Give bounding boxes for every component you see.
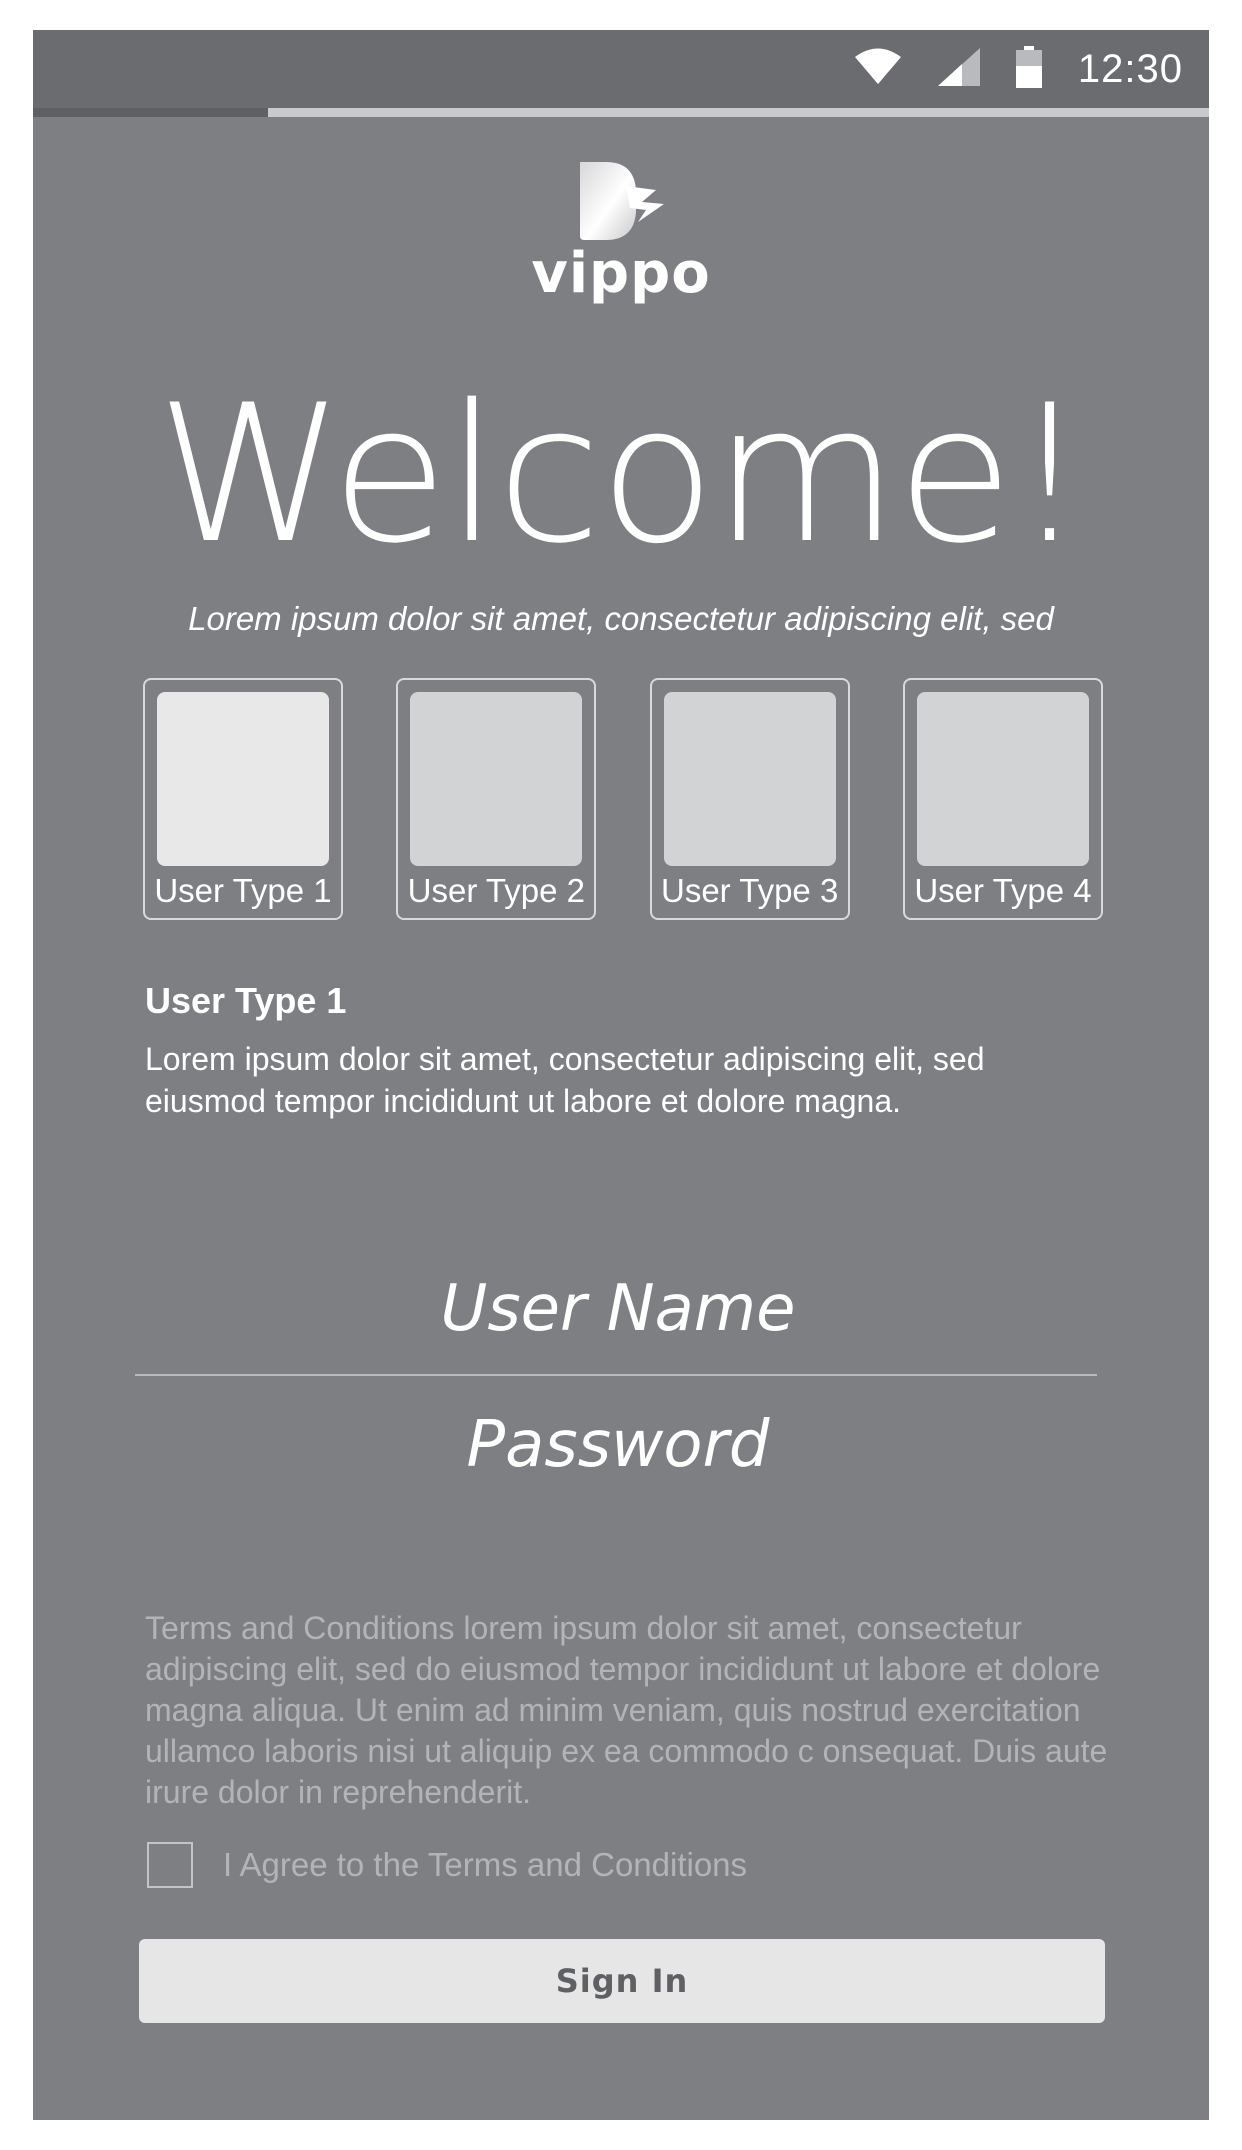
welcome-title: Welcome!: [156, 364, 1086, 585]
progress-bar: [33, 108, 1209, 117]
field-divider: [135, 1374, 1097, 1376]
username-input[interactable]: [135, 1258, 1101, 1360]
app-logo: [33, 160, 1209, 306]
logo-text: vippo: [531, 241, 711, 306]
selected-type-title: User Type 1: [145, 980, 347, 1021]
user-type-tile-3[interactable]: [650, 678, 850, 920]
status-bar: [33, 30, 1209, 108]
user-type-tile-1[interactable]: [143, 678, 343, 920]
user-type-3-image: [664, 692, 836, 866]
agree-checkbox[interactable]: [147, 1842, 193, 1888]
cellular-signal-icon: [938, 48, 980, 91]
user-type-tile-label: User Type 3: [661, 872, 839, 909]
user-type-tile-label: User Type 4: [914, 872, 1092, 909]
user-type-tile-label: User Type 2: [407, 872, 585, 909]
selected-type-description: Lorem ipsum dolor sit amet, consectetur adipiscing elit, sed eiusmod tempor incididunt ut labore et dolore magna.: [145, 1041, 985, 1119]
vippo-logo-mark-icon: [576, 160, 666, 247]
user-type-4-image: [917, 692, 1089, 866]
terms-text: Terms and Conditions lorem ipsum dolor sit amet, consectetur adipiscing elit, sed do eiusmod tempor incididunt ut labore et dolore magna aliqua. Ut enim ad minim veniam, quis nostrud exercitation ullamco laboris nisi ut aliquip ex ea commodo c onsequat. Duis aute irure dolor in reprehenderit.: [145, 1610, 1108, 1810]
agree-terms-row[interactable]: [147, 1842, 747, 1888]
status-time: 12:30: [1077, 46, 1183, 91]
password-input[interactable]: [135, 1394, 1101, 1496]
app-screen: [33, 30, 1209, 2120]
wifi-icon: [854, 48, 902, 91]
user-type-tile-4[interactable]: [903, 678, 1103, 920]
battery-icon: [1016, 46, 1042, 93]
user-type-selector: [143, 678, 1103, 924]
user-type-tile-label: User Type 1: [154, 872, 332, 909]
status-icons: [854, 30, 1183, 108]
sign-in-button[interactable]: Sign In: [139, 1939, 1105, 2023]
agree-label: I Agree to the Terms and Conditions: [223, 1846, 748, 1883]
user-type-2-image: [410, 692, 582, 866]
welcome-subtitle: Lorem ipsum dolor sit amet, consectetur adipiscing elit, sed: [188, 600, 1054, 637]
user-type-1-image: [157, 692, 329, 866]
progress-fill: [33, 108, 268, 117]
user-type-tile-2[interactable]: [396, 678, 596, 920]
